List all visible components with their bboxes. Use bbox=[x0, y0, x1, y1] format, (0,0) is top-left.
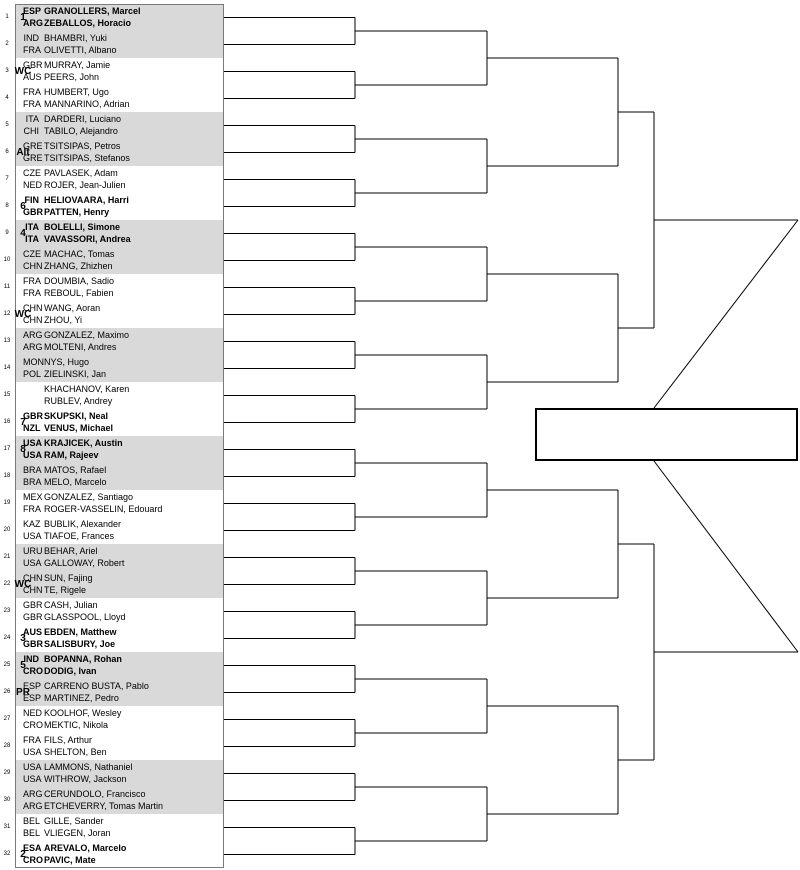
player-row bbox=[23, 692, 119, 704]
line-number: 10 bbox=[3, 256, 11, 263]
player-name: PAVIC, Mate bbox=[44, 855, 96, 865]
player-country: CHN bbox=[23, 573, 43, 583]
player-name: ZIELINSKI, Jan bbox=[44, 369, 107, 379]
player-row bbox=[23, 476, 107, 488]
player-row bbox=[23, 32, 107, 44]
player-country: FRA bbox=[23, 288, 41, 298]
player-row bbox=[23, 815, 104, 827]
line-number: 23 bbox=[3, 607, 11, 614]
player-name: HELIOVAARA, Harri bbox=[44, 195, 129, 205]
player-name: MEKTIC, Nikola bbox=[44, 720, 109, 730]
player-name: EBDEN, Matthew bbox=[44, 627, 117, 637]
seed-label: 4 bbox=[20, 227, 26, 239]
player-row bbox=[23, 5, 141, 17]
player-name: KOOLHOF, Wesley bbox=[44, 708, 122, 718]
player-row bbox=[23, 383, 129, 395]
player-row bbox=[23, 167, 118, 179]
player-row bbox=[23, 179, 126, 191]
player-row bbox=[23, 59, 110, 71]
player-name: WITHROW, Jackson bbox=[44, 774, 127, 784]
player-row bbox=[23, 194, 129, 206]
player-row bbox=[23, 638, 115, 650]
player-name: NYS, Hugo bbox=[44, 357, 90, 367]
player-row bbox=[23, 545, 98, 557]
line-number: 9 bbox=[5, 229, 9, 236]
player-country: URU bbox=[23, 546, 43, 556]
player-name: SKUPSKI, Neal bbox=[44, 411, 109, 421]
line-number: 26 bbox=[3, 688, 11, 695]
player-name: GLASSPOOL, Lloyd bbox=[44, 612, 126, 622]
player-row bbox=[23, 71, 99, 83]
player-row bbox=[23, 599, 98, 611]
player-name: BOLELLI, Simone bbox=[44, 222, 121, 232]
player-row bbox=[23, 800, 163, 812]
player-row bbox=[23, 746, 107, 758]
player-row bbox=[23, 341, 116, 353]
line-number: 18 bbox=[3, 472, 11, 479]
player-country: FRA bbox=[23, 504, 41, 514]
player-row bbox=[23, 761, 133, 773]
player-row bbox=[23, 530, 114, 542]
player-row bbox=[23, 287, 114, 299]
seed-label: 3 bbox=[20, 632, 26, 644]
player-name: VAVASSORI, Andrea bbox=[44, 234, 131, 244]
player-country: CHN bbox=[23, 261, 43, 271]
player-name: CERUNDOLO, Francisco bbox=[44, 789, 146, 799]
champion-box bbox=[535, 408, 798, 461]
line-number: 22 bbox=[3, 580, 11, 587]
player-country: GBR bbox=[23, 207, 43, 217]
player-row bbox=[23, 518, 121, 530]
player-name: CASH, Julian bbox=[44, 600, 98, 610]
player-name: VLIEGEN, Joran bbox=[44, 828, 111, 838]
player-name: ZHANG, Zhizhen bbox=[44, 261, 113, 271]
seed-label: 6 bbox=[20, 200, 26, 212]
player-row bbox=[23, 653, 122, 665]
player-country: MON bbox=[23, 357, 44, 367]
player-name: ROJER, Jean-Julien bbox=[44, 180, 126, 190]
player-country: AUS bbox=[23, 627, 43, 637]
player-country: FRA bbox=[23, 735, 41, 745]
line-number: 25 bbox=[3, 661, 11, 668]
player-row bbox=[23, 260, 113, 272]
player-name: SUN, Fajing bbox=[44, 573, 93, 583]
seed-label: 7 bbox=[20, 416, 26, 428]
player-name: KHACHANOV, Karen bbox=[44, 384, 130, 394]
player-name: ZHOU, Yi bbox=[44, 315, 83, 325]
player-row bbox=[23, 17, 131, 29]
player-row bbox=[23, 356, 89, 368]
player-name: OLIVETTI, Albano bbox=[44, 45, 117, 55]
player-row bbox=[23, 275, 114, 287]
player-row bbox=[23, 437, 123, 449]
player-row bbox=[23, 842, 126, 854]
line-number: 24 bbox=[3, 634, 11, 641]
player-row bbox=[23, 98, 130, 110]
player-country: CRO bbox=[23, 666, 43, 676]
seed-label: WC bbox=[14, 578, 32, 590]
line-number: 1 bbox=[5, 13, 9, 20]
player-country: FRA bbox=[23, 99, 41, 109]
player-country: ITA bbox=[25, 114, 39, 124]
player-country: CRO bbox=[23, 855, 43, 865]
player-row bbox=[23, 86, 109, 98]
player-row bbox=[23, 422, 113, 434]
player-country: ESA bbox=[23, 843, 42, 853]
player-row bbox=[23, 329, 129, 341]
seed-label: WC bbox=[14, 308, 32, 320]
player-country: FRA bbox=[23, 87, 41, 97]
line-number: 11 bbox=[3, 283, 11, 290]
seed-label: Alt bbox=[16, 146, 30, 158]
player-country: GRE bbox=[23, 141, 43, 151]
player-country: NED bbox=[23, 180, 43, 190]
player-country: NZL bbox=[23, 423, 41, 433]
line-number: 32 bbox=[3, 850, 11, 857]
player-name: ROGER-VASSELIN, Edouard bbox=[44, 504, 163, 514]
player-country: USA bbox=[23, 747, 42, 757]
player-country: USA bbox=[23, 774, 42, 784]
seed-label: 1 bbox=[20, 11, 26, 23]
player-row bbox=[23, 665, 97, 677]
player-name: SALISBURY, Joe bbox=[44, 639, 116, 649]
player-row bbox=[23, 248, 114, 260]
player-row bbox=[23, 125, 118, 137]
player-name: AREVALO, Marcelo bbox=[44, 843, 127, 853]
player-row bbox=[23, 302, 100, 314]
player-country: ESP bbox=[23, 6, 42, 16]
line-number: 17 bbox=[3, 445, 11, 452]
player-row bbox=[23, 140, 120, 152]
player-name: MOLTENI, Andres bbox=[44, 342, 117, 352]
seed-label: WC bbox=[14, 65, 32, 77]
player-name: MACHAC, Tomas bbox=[44, 249, 115, 259]
player-name: FILS, Arthur bbox=[44, 735, 93, 745]
player-row bbox=[23, 233, 131, 245]
player-name: MURRAY, Jamie bbox=[44, 60, 111, 70]
line-number: 29 bbox=[3, 769, 11, 776]
line-number: 12 bbox=[3, 310, 11, 317]
player-name: TABILO, Alejandro bbox=[44, 126, 118, 136]
player-country: MEX bbox=[23, 492, 43, 502]
player-country: GBR bbox=[23, 60, 43, 70]
player-row bbox=[23, 719, 108, 731]
bracket-line bbox=[654, 220, 798, 408]
player-country: ITA bbox=[25, 234, 39, 244]
player-name: GRANOLLERS, Marcel bbox=[44, 6, 141, 16]
line-number: 5 bbox=[5, 121, 9, 128]
player-country: GBR bbox=[23, 600, 43, 610]
seed-label: PR bbox=[16, 686, 30, 698]
player-country: GBR bbox=[23, 612, 43, 622]
line-number: 20 bbox=[3, 526, 11, 533]
player-row bbox=[23, 314, 82, 326]
player-country: ARG bbox=[23, 330, 43, 340]
player-country: KAZ bbox=[23, 519, 41, 529]
player-row bbox=[23, 395, 112, 407]
player-name: BUBLIK, Alexander bbox=[44, 519, 122, 529]
player-country: CRO bbox=[23, 720, 43, 730]
player-country: USA bbox=[23, 438, 43, 448]
player-name: BOPANNA, Rohan bbox=[44, 654, 122, 664]
player-country: ESP bbox=[23, 693, 42, 703]
player-country: ESP bbox=[23, 681, 42, 691]
player-country: CHI bbox=[23, 126, 39, 136]
player-country: CZE bbox=[23, 249, 41, 259]
player-row bbox=[23, 152, 130, 164]
player-country: GRE bbox=[23, 153, 43, 163]
player-country: POL bbox=[23, 369, 42, 379]
seed-label: 5 bbox=[20, 659, 26, 671]
player-row bbox=[23, 113, 121, 125]
player-name: HUMBERT, Ugo bbox=[44, 87, 109, 97]
player-country: FRA bbox=[23, 45, 41, 55]
player-country: IND bbox=[23, 33, 39, 43]
player-country: FRA bbox=[23, 276, 41, 286]
player-name: SHELTON, Ben bbox=[44, 747, 107, 757]
player-name: PEERS, John bbox=[44, 72, 100, 82]
player-country: ARG bbox=[23, 789, 43, 799]
line-number: 15 bbox=[3, 391, 11, 398]
player-country: USA bbox=[23, 558, 42, 568]
player-country: GBR bbox=[23, 411, 43, 421]
player-country: USA bbox=[23, 762, 42, 772]
player-name: PATTEN, Henry bbox=[44, 207, 110, 217]
line-number: 30 bbox=[3, 796, 11, 803]
player-row bbox=[23, 680, 149, 692]
player-name: MATOS, Rafael bbox=[44, 465, 107, 475]
player-country: CZE bbox=[23, 168, 41, 178]
player-country: ARG bbox=[23, 342, 43, 352]
bracket-line bbox=[654, 461, 798, 652]
player-row bbox=[23, 734, 92, 746]
seed-label: 2 bbox=[20, 848, 26, 860]
player-name: BEHAR, Ariel bbox=[44, 546, 98, 556]
player-name: TE, Rigele bbox=[44, 585, 87, 595]
player-name: GILLE, Sander bbox=[44, 816, 104, 826]
player-name: MARTINEZ, Pedro bbox=[44, 693, 119, 703]
player-name: TSITSIPAS, Stefanos bbox=[44, 153, 130, 163]
player-name: REBOUL, Fabien bbox=[44, 288, 114, 298]
player-row bbox=[23, 206, 109, 218]
player-name: WANG, Aoran bbox=[44, 303, 101, 313]
line-number: 31 bbox=[3, 823, 11, 830]
player-name: ZEBALLOS, Horacio bbox=[44, 18, 132, 28]
player-row bbox=[23, 368, 106, 380]
player-country: USA bbox=[23, 531, 42, 541]
player-name: MELO, Marcelo bbox=[44, 477, 107, 487]
line-number: 2 bbox=[5, 40, 9, 47]
player-name: TIAFOE, Frances bbox=[44, 531, 115, 541]
line-number: 7 bbox=[5, 175, 9, 182]
player-name: VENUS, Michael bbox=[44, 423, 114, 433]
player-name: GALLOWAY, Robert bbox=[44, 558, 125, 568]
player-name: MANNARINO, Adrian bbox=[44, 99, 130, 109]
line-number: 8 bbox=[5, 202, 9, 209]
player-country: BEL bbox=[23, 816, 41, 826]
player-name: KRAJICEK, Austin bbox=[44, 438, 123, 448]
player-name: ETCHEVERRY, Tomas Martin bbox=[44, 801, 164, 811]
player-row bbox=[23, 491, 133, 503]
player-row bbox=[23, 557, 124, 569]
player-name: GONZALEZ, Maximo bbox=[44, 330, 130, 340]
line-number: 27 bbox=[3, 715, 11, 722]
player-row bbox=[23, 572, 93, 584]
player-row bbox=[23, 611, 126, 623]
player-row bbox=[23, 707, 121, 719]
player-row bbox=[23, 827, 111, 839]
player-row bbox=[23, 773, 127, 785]
line-number: 19 bbox=[3, 499, 11, 506]
player-name: PAVLASEK, Adam bbox=[44, 168, 118, 178]
player-name: BHAMBRI, Yuki bbox=[44, 33, 107, 43]
player-country: BEL bbox=[23, 828, 41, 838]
player-country: CHN bbox=[23, 585, 43, 595]
player-country: FIN bbox=[24, 195, 39, 205]
player-name: RUBLEV, Andrey bbox=[44, 396, 113, 406]
player-country: CHN bbox=[23, 315, 43, 325]
line-number: 16 bbox=[3, 418, 11, 425]
player-name: RAM, Rajeev bbox=[44, 450, 99, 460]
line-number: 4 bbox=[5, 94, 9, 101]
player-country: ARG bbox=[23, 801, 43, 811]
seed-label: 8 bbox=[20, 443, 26, 455]
player-row bbox=[23, 464, 106, 476]
line-number: 13 bbox=[3, 337, 11, 344]
player-country: BRA bbox=[23, 465, 42, 475]
player-name: DODIG, Ivan bbox=[44, 666, 97, 676]
player-row bbox=[23, 44, 117, 56]
line-number: 21 bbox=[3, 553, 11, 560]
player-country: USA bbox=[23, 450, 43, 460]
player-name: CARRENO BUSTA, Pablo bbox=[44, 681, 149, 691]
player-row bbox=[23, 788, 146, 800]
player-row bbox=[23, 584, 86, 596]
player-row bbox=[23, 626, 117, 638]
player-row bbox=[23, 503, 162, 515]
line-number: 14 bbox=[3, 364, 11, 371]
player-row bbox=[23, 854, 96, 866]
player-row bbox=[23, 449, 99, 461]
player-country: ITA bbox=[25, 222, 39, 232]
player-country: NED bbox=[23, 708, 43, 718]
player-country: ARG bbox=[23, 18, 43, 28]
player-country: AUS bbox=[23, 72, 42, 82]
line-number: 28 bbox=[3, 742, 11, 749]
player-name: GONZALEZ, Santiago bbox=[44, 492, 134, 502]
player-country: GBR bbox=[23, 639, 43, 649]
player-row bbox=[23, 410, 108, 422]
line-number: 6 bbox=[5, 148, 9, 155]
player-name: LAMMONS, Nathaniel bbox=[44, 762, 133, 772]
player-name: DARDERI, Luciano bbox=[44, 114, 122, 124]
player-name: DOUMBIA, Sadio bbox=[44, 276, 115, 286]
player-country: IND bbox=[23, 654, 39, 664]
line-number: 3 bbox=[5, 67, 9, 74]
player-name: TSITSIPAS, Petros bbox=[44, 141, 121, 151]
player-country: CHN bbox=[23, 303, 43, 313]
player-country: BRA bbox=[23, 477, 42, 487]
player-row bbox=[23, 221, 120, 233]
